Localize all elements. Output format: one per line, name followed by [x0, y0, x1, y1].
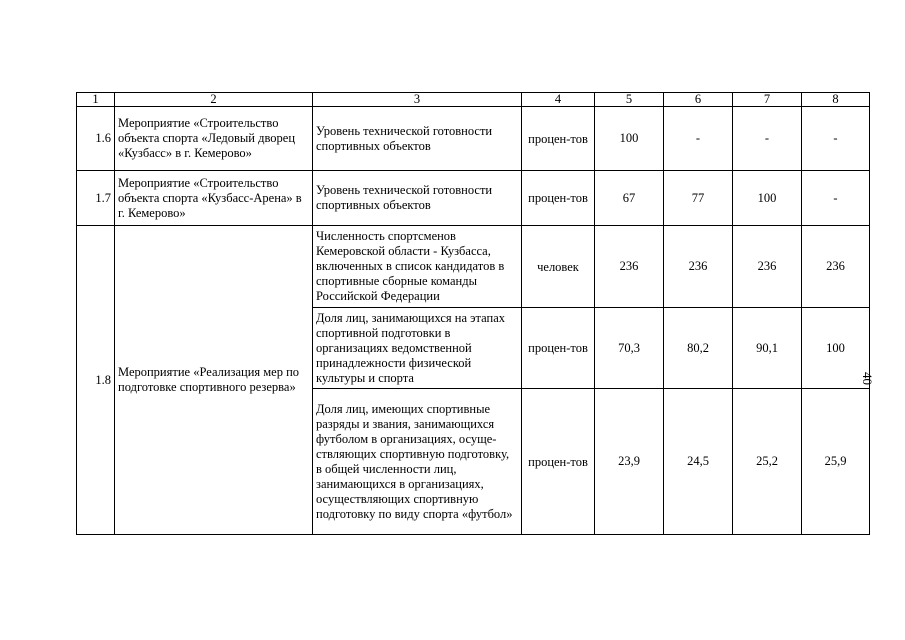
value-cell: - — [802, 107, 870, 171]
table-row — [77, 107, 870, 171]
event-cell: Мероприятие «Реализация мер по подготовке спортивного резерва» — [115, 226, 313, 535]
value-cell: 77 — [664, 171, 733, 226]
header-col-5: 5 — [595, 93, 664, 107]
value-cell: 100 — [802, 308, 870, 389]
value-cell: 23,9 — [595, 389, 664, 535]
value-cell: - — [733, 107, 802, 171]
indicator-cell: Численность спортсменов Кемеровской области - Кузбасса, включенных в список кандидатов в спортивные сборные команды Российской Федерации — [313, 226, 522, 308]
header-col-4: 4 — [522, 93, 595, 107]
indicators-table — [76, 92, 870, 535]
value-cell: 25,2 — [733, 389, 802, 535]
value-cell: 67 — [595, 171, 664, 226]
value-cell: - — [664, 107, 733, 171]
unit-cell: процен-тов — [522, 107, 595, 171]
unit-cell: процен-тов — [522, 171, 595, 226]
indicator-cell: Доля лиц, имеющих спортивные разряды и звания, занимающихся футболом в организациях, осуще-ствляющих спортивную подготовку, в общей численности лиц, занимающихся в организациях, осуществляющих спортивную подготовку по виду спорта «футбол» — [313, 389, 522, 535]
indicator-cell: Уровень технической готовности спортивных объектов — [313, 171, 522, 226]
table-header-row — [77, 93, 870, 107]
value-cell: 236 — [733, 226, 802, 308]
value-cell: 100 — [733, 171, 802, 226]
unit-cell: человек — [522, 226, 595, 308]
row-number: 1.7 — [77, 171, 115, 226]
value-cell: 236 — [664, 226, 733, 308]
row-number: 1.6 — [77, 107, 115, 171]
value-cell: 24,5 — [664, 389, 733, 535]
value-cell: 90,1 — [733, 308, 802, 389]
value-cell: 100 — [595, 107, 664, 171]
value-cell: 236 — [802, 226, 870, 308]
header-col-7: 7 — [733, 93, 802, 107]
value-cell: 25,9 — [802, 389, 870, 535]
header-col-2: 2 — [115, 93, 313, 107]
page-number: 40 — [860, 372, 875, 385]
value-cell: 236 — [595, 226, 664, 308]
header-col-1: 1 — [77, 93, 115, 107]
table-row — [77, 226, 870, 308]
value-cell: 80,2 — [664, 308, 733, 389]
event-cell: Мероприятие «Строительство объекта спорта «Кузбасс-Арена» в г. Кемерово» — [115, 171, 313, 226]
indicator-cell: Уровень технической готовности спортивных объектов — [313, 107, 522, 171]
value-cell: - — [802, 171, 870, 226]
table-row — [77, 171, 870, 226]
header-col-3: 3 — [313, 93, 522, 107]
indicator-cell: Доля лиц, занимающихся на этапах спортивной подготовки в организациях ведомственной принадлежности физической культуры и спорта — [313, 308, 522, 389]
event-cell: Мероприятие «Строительство объекта спорта «Ледовый дворец «Кузбасс» в г. Кемерово» — [115, 107, 313, 171]
value-cell: 70,3 — [595, 308, 664, 389]
unit-cell: процен-тов — [522, 389, 595, 535]
header-col-8: 8 — [802, 93, 870, 107]
header-col-6: 6 — [664, 93, 733, 107]
unit-cell: процен-тов — [522, 308, 595, 389]
row-number: 1.8 — [77, 226, 115, 535]
